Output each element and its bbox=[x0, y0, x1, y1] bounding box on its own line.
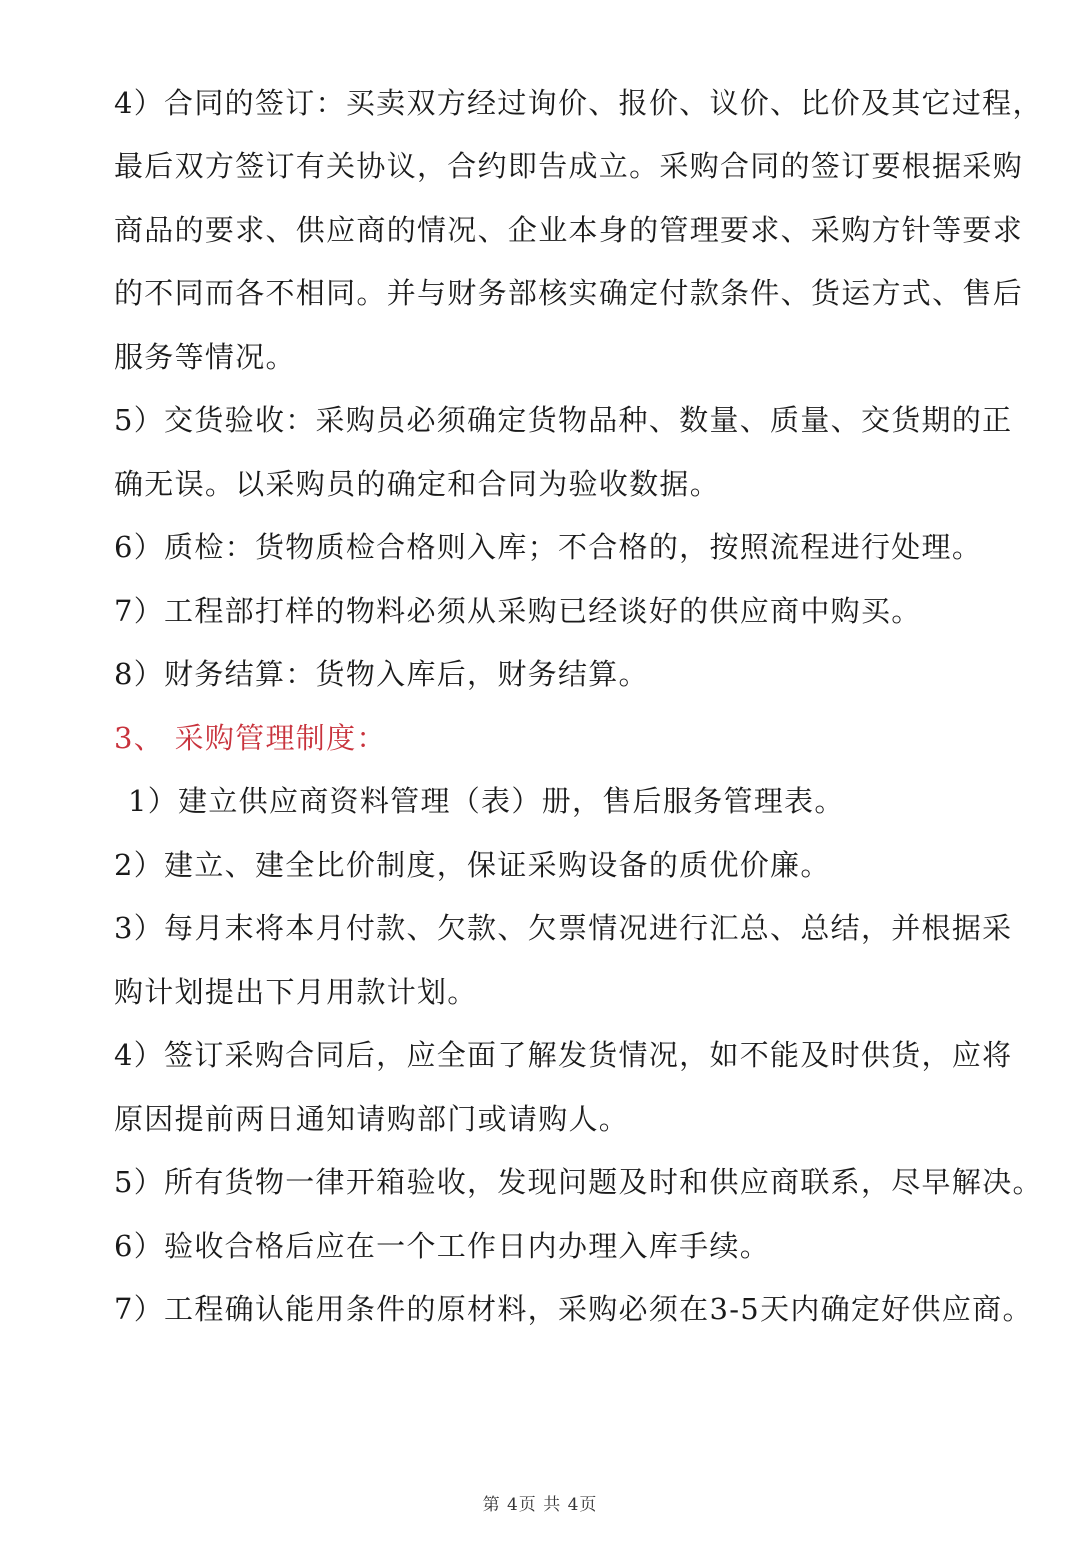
rule-3-line-2: 购计划提出下月用款计划。 bbox=[114, 975, 478, 1009]
paragraph-4-line-3: 商品的要求、供应商的情况、企业本身的管理要求、采购方针等要求 bbox=[114, 213, 1024, 247]
paragraph-8: 8）财务结算：货物入库后，财务结算。 bbox=[114, 657, 649, 691]
rule-7: 7）工程确认能用条件的原材料，采购必须在3-5天内确定好供应商。 bbox=[114, 1292, 1033, 1326]
section-heading: 3、 采购管理制度： bbox=[114, 721, 387, 755]
rule-2: 2）建立、建全比价制度，保证采购设备的质优价廉。 bbox=[114, 848, 831, 882]
paragraph-4-line-4: 的不同而各不相同。并与财务部核实确定付款条件、货运方式、售后 bbox=[114, 276, 1024, 310]
paragraph-4-line-2: 最后双方签订有关协议，合约即告成立。采购合同的签订要根据采购 bbox=[114, 149, 1024, 183]
paragraph-4-line-5: 服务等情况。 bbox=[114, 340, 296, 374]
paragraph-6: 6）质检：货物质检合格则入库；不合格的，按照流程进行处理。 bbox=[114, 530, 983, 564]
rule-5: 5）所有货物一律开箱验收，发现问题及时和供应商联系，尽早解决。 bbox=[114, 1165, 1043, 1199]
rule-1: 1）建立供应商资料管理（表）册，售后服务管理表。 bbox=[128, 784, 845, 818]
paragraph-5-line-1: 5）交货验收：采购员必须确定货物品种、数量、质量、交货期的正 bbox=[114, 403, 1013, 437]
paragraph-7: 7）工程部打样的物料必须从采购已经谈好的供应商中购买。 bbox=[114, 594, 922, 628]
page-footer: 第 4页 共 4页 bbox=[482, 1495, 598, 1515]
paragraph-5-line-2: 确无误。以采购员的确定和合同为验收数据。 bbox=[114, 467, 721, 501]
rule-6: 6）验收合格后应在一个工作日内办理入库手续。 bbox=[114, 1229, 771, 1263]
rule-4-line-2: 原因提前两日通知请购部门或请购人。 bbox=[114, 1102, 630, 1136]
rule-3-line-1: 3）每月末将本月付款、欠款、欠票情况进行汇总、总结，并根据采 bbox=[114, 911, 1013, 945]
paragraph-4-line-1: 4）合同的签订：买卖双方经过询价、报价、议价、比价及其它过程， bbox=[114, 86, 1043, 120]
rule-4-line-1: 4）签订采购合同后，应全面了解发货情况，如不能及时供货，应将 bbox=[114, 1038, 1013, 1072]
